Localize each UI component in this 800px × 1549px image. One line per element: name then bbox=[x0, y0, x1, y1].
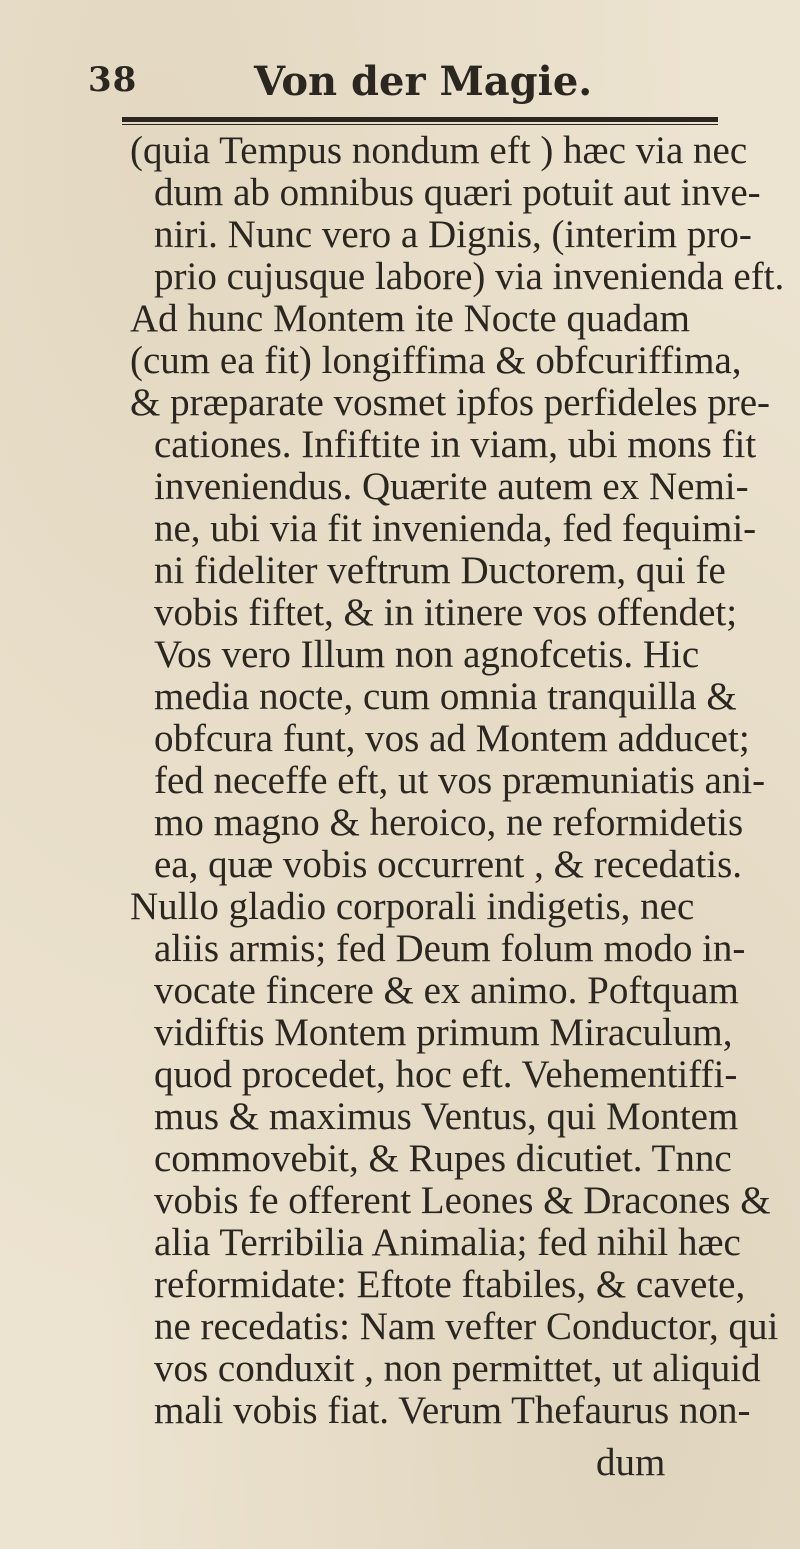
text-line: media nocte, cum omnia tranquilla & bbox=[154, 675, 737, 718]
text-line: ne recedatis: Nam vefter Conductor, qui bbox=[154, 1305, 779, 1348]
text-line: vobis fe offerent Leones & Dracones & bbox=[154, 1179, 771, 1222]
text-line: mus & maximus Ventus, qui Montem bbox=[154, 1095, 739, 1138]
text-line: vos conduxit , non permittet, ut aliquid bbox=[154, 1347, 761, 1390]
text-line: commovebit, & Rupes dicutiet. Tnnc bbox=[154, 1137, 732, 1180]
catchword: dum bbox=[596, 1441, 666, 1484]
text-line: & præparate vosmet ipfos perfideles pre- bbox=[130, 381, 771, 424]
text-line: mali vobis fiat. Verum Thefaurus non- bbox=[154, 1389, 751, 1432]
text-line: prio cujusque labore) via invenienda eft. bbox=[154, 255, 785, 298]
text-line: mo magno & heroico, ne reformidetis bbox=[154, 801, 744, 844]
header-rule bbox=[122, 117, 718, 122]
text-line: (cum ea fit) longiffima & obfcuriffima, bbox=[130, 339, 742, 382]
text-line: reformidate: Eftote ftabiles, & cavete, bbox=[154, 1263, 746, 1306]
text-line: Ad hunc Montem ite Nocte quadam bbox=[130, 297, 690, 340]
text-line: obfcura funt, vos ad Montem adducet; bbox=[154, 717, 750, 760]
page-number: 38 bbox=[88, 60, 138, 100]
text-line: ea, quæ vobis occurrent , & recedatis. bbox=[154, 843, 743, 886]
text-line: fed neceffe eft, ut vos præmuniatis ani- bbox=[154, 759, 766, 802]
text-line: quod procedet, hoc eft. Vehementiffi- bbox=[154, 1053, 738, 1096]
text-line: vobis fiftet, & in itinere vos offendet; bbox=[154, 591, 738, 634]
page-header bbox=[0, 58, 800, 110]
text-line: vocate fincere & ex animo. Poftquam bbox=[154, 969, 739, 1012]
text-line: alia Terribilia Animalia; fed nihil hæc bbox=[154, 1221, 741, 1264]
running-title: Von der Magie. bbox=[254, 58, 593, 105]
text-line: Nullo gladio corporali indigetis, nec bbox=[130, 885, 695, 928]
text-line: Vos vero Illum non agnofcetis. Hic bbox=[154, 633, 700, 676]
text-line: niri. Nunc vero a Dignis, (interim pro- bbox=[154, 213, 752, 256]
text-line: aliis armis; fed Deum folum modo in- bbox=[154, 927, 746, 970]
text-line: inveniendus. Quærite autem ex Nemi- bbox=[154, 465, 749, 508]
text-line: cationes. Infiftite in viam, ubi mons fit bbox=[154, 423, 757, 466]
text-line: dum ab omnibus quæri potuit aut inve- bbox=[154, 171, 761, 214]
text-line: vidiftis Montem primum Miraculum, bbox=[154, 1011, 733, 1054]
text-line: ne, ubi via fit invenienda, fed fequimi- bbox=[154, 507, 757, 550]
header-rule-thin bbox=[122, 124, 718, 125]
text-line: (quia Tempus nondum eft ) hæc via nec bbox=[130, 129, 748, 172]
text-line: ni fideliter veftrum Ductorem, qui fe bbox=[154, 549, 726, 592]
